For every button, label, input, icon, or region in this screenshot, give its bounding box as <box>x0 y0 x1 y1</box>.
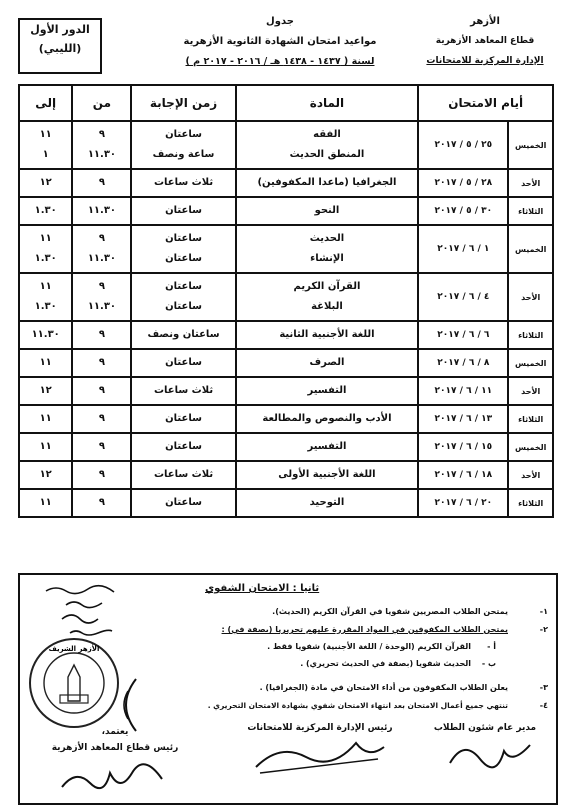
duration-value: ساعتان <box>165 281 202 292</box>
subject-cell <box>236 461 419 489</box>
note-text: الحديث شفويا (بصفة في الحديث تحريري) . <box>300 659 471 668</box>
note-text: يعلن الطلاب المكفوفون من أداء الامتحان في مادة (الجغرافيا) . <box>259 683 508 692</box>
duration-cell <box>131 377 235 405</box>
exam-round-subtitle: (الليبي) <box>38 42 82 55</box>
start-time-cell <box>72 273 131 321</box>
exam-date: ٦ / ٦ / ٢٠١٧ <box>418 321 508 349</box>
exam-date: ٢٥ / ٥ / ٢٠١٧ <box>418 121 508 169</box>
start-time-value: ١١.٣٠ <box>87 253 117 264</box>
exam-date: ١٥ / ٦ / ٢٠١٧ <box>418 433 508 461</box>
duration-cell <box>131 433 235 461</box>
duration-cell <box>131 273 235 321</box>
start-time-cell <box>72 461 131 489</box>
subject-value: الإنشاء <box>310 253 344 264</box>
subject-value: الصرف <box>309 357 345 368</box>
subject-value: التفسير <box>307 441 347 452</box>
subject-value: القرآن الكريم <box>293 281 361 292</box>
exam-day: الثلاثاء <box>508 197 553 225</box>
duration-value: ساعتان <box>165 301 202 312</box>
table-row <box>19 273 553 321</box>
end-time-cell <box>19 321 72 349</box>
start-time-value: ٩ <box>98 329 105 340</box>
oral-exam-title: ثانيا : الامتحان الشفوي <box>205 583 320 594</box>
table-body <box>19 121 553 517</box>
handwritten-mark <box>106 675 146 735</box>
end-time-cell <box>19 349 72 377</box>
duration-value: ثلاث ساعات <box>153 469 214 480</box>
central-admin-title: رئيس الإدارة المركزية للامتحانات <box>247 723 393 733</box>
note-number: ١- <box>539 607 548 616</box>
duration-value: ساعتان ونصف <box>147 329 220 340</box>
table-row <box>19 405 553 433</box>
duration-value: ساعتان <box>165 497 202 508</box>
doc-title: مواعيد امتحان الشهادة الثانوية الأزهرية <box>183 36 377 47</box>
approver-signature <box>56 759 176 797</box>
note-text: تنتهي جميع أعمال الامتحان بعد انتهاء الامتحان شفوي بشهادة الامتحان التحريري . <box>207 701 508 710</box>
duration-value: ساعتان <box>165 357 202 368</box>
exam-date: ١٣ / ٦ / ٢٠١٧ <box>418 405 508 433</box>
exam-date: ٢٨ / ٥ / ٢٠١٧ <box>418 169 508 197</box>
exam-day: الأحد <box>508 273 553 321</box>
note-number: أ - <box>487 642 496 651</box>
note-number: ٤- <box>539 701 548 710</box>
start-time-cell <box>72 377 131 405</box>
start-time-value: ٩ <box>98 177 105 188</box>
start-time-cell <box>72 405 131 433</box>
end-time-value: ١١ <box>39 497 52 508</box>
end-time-value: ١ <box>42 149 49 160</box>
subject-cell <box>236 377 419 405</box>
duration-cell <box>131 489 235 517</box>
end-time-value: ١.٣٠ <box>34 301 57 312</box>
duration-cell <box>131 349 235 377</box>
start-time-value: ٩ <box>98 469 105 480</box>
end-time-cell <box>19 225 72 273</box>
start-time-value: ٩ <box>98 385 105 396</box>
footer-box <box>18 573 558 805</box>
note-text: يمتحن الطلاب المكفوفين في المواد المقررة عليهم تحريريا (بصفة في) : <box>221 625 508 634</box>
duration-value: ساعتان <box>165 441 202 452</box>
exam-date: ١٨ / ٦ / ٢٠١٧ <box>418 461 508 489</box>
end-time-value: ١.٣٠ <box>34 205 57 216</box>
table-row <box>19 121 553 169</box>
start-time-cell <box>72 489 131 517</box>
header-subject: المادة <box>236 85 419 121</box>
end-time-value: ١٢ <box>39 385 52 396</box>
subject-cell <box>236 197 419 225</box>
subject-value: الحديث <box>309 233 345 244</box>
end-time-cell <box>19 489 72 517</box>
subject-cell <box>236 121 419 169</box>
org-name: الأزهر <box>470 16 500 27</box>
table-row <box>19 433 553 461</box>
start-time-cell <box>72 169 131 197</box>
end-time-value: ١١ <box>39 281 52 292</box>
start-time-value: ٩ <box>98 129 105 140</box>
students-affairs-signature <box>440 735 540 775</box>
header-from: من <box>72 85 131 121</box>
subject-value: الجغرافيا (ماعدا المكفوفين) <box>257 177 397 188</box>
central-admin-signature <box>248 737 398 777</box>
table-row <box>19 321 553 349</box>
end-time-cell <box>19 377 72 405</box>
duration-cell <box>131 321 235 349</box>
note-text: القرآن الكريم (الوحدة / اللغة الأجنبية) شفويا فقط . <box>267 642 471 651</box>
duration-value: ثلاث ساعات <box>153 385 214 396</box>
end-time-value: ١١ <box>39 441 52 452</box>
subject-cell <box>236 489 419 517</box>
exam-day: الثلاثاء <box>508 405 553 433</box>
subject-value: النحو <box>314 205 340 216</box>
header-exam-days: أيام الامتحان <box>418 85 553 121</box>
subject-value: اللغة الأجنبية الثانية <box>279 329 375 340</box>
exam-day: الخميس <box>508 121 553 169</box>
start-time-cell <box>72 433 131 461</box>
end-time-cell <box>19 433 72 461</box>
end-time-value: ١.٣٠ <box>34 253 57 264</box>
subject-value: التفسير <box>307 385 347 396</box>
approver-title: رئيس قطاع المعاهد الأزهرية <box>51 743 179 753</box>
end-time-value: ١١ <box>39 129 52 140</box>
subject-value: البلاغة <box>311 301 343 312</box>
note-number: ٣- <box>539 683 548 692</box>
duration-value: ساعتان <box>165 205 202 216</box>
org-sector: قطاع المعاهد الأزهرية <box>435 36 535 46</box>
table-row <box>19 197 553 225</box>
exam-date: ٢٠ / ٦ / ٢٠١٧ <box>418 489 508 517</box>
doc-label: جدول <box>266 16 294 27</box>
start-time-cell <box>72 197 131 225</box>
start-time-value: ٩ <box>98 281 105 292</box>
start-time-value: ٩ <box>98 413 105 424</box>
duration-value: ساعتان <box>165 413 202 424</box>
note-text: يمتحن الطلاب المصريين شفويا في القرآن الكريم (الحديث). <box>272 607 508 616</box>
table-row <box>19 377 553 405</box>
end-time-cell <box>19 169 72 197</box>
note-number: ب - <box>481 659 496 668</box>
start-time-value: ١١.٣٠ <box>87 149 117 160</box>
subject-cell <box>236 169 419 197</box>
org-department: الإدارة المركزية للامتحانات <box>426 56 544 66</box>
subject-value: التوحيد <box>309 497 345 508</box>
table-row <box>19 489 553 517</box>
duration-value: ساعة ونصف <box>152 149 215 160</box>
duration-value: ساعتان <box>165 233 202 244</box>
subject-value: اللغة الأجنبية الأولى <box>278 469 376 480</box>
exam-day: الأحد <box>508 169 553 197</box>
table-row <box>19 169 553 197</box>
end-time-value: ١٢ <box>39 469 52 480</box>
start-time-cell <box>72 121 131 169</box>
exam-day: الخميس <box>508 433 553 461</box>
exam-day: الأحد <box>508 377 553 405</box>
end-time-value: ١٢ <box>39 177 52 188</box>
duration-value: ساعتان <box>165 253 202 264</box>
start-time-value: ٩ <box>98 357 105 368</box>
table-header-row <box>19 85 553 121</box>
duration-cell <box>131 225 235 273</box>
note-number: ٢- <box>539 625 548 634</box>
start-time-value: ١١.٣٠ <box>87 301 117 312</box>
exam-day: الخميس <box>508 225 553 273</box>
header-to: إلى <box>19 85 72 121</box>
end-time-cell <box>19 273 72 321</box>
subject-cell <box>236 433 419 461</box>
exam-date: ١١ / ٦ / ٢٠١٧ <box>418 377 508 405</box>
exam-date: ٨ / ٦ / ٢٠١٧ <box>418 349 508 377</box>
duration-value: ساعتان <box>165 129 202 140</box>
subject-cell <box>236 273 419 321</box>
table-row <box>19 225 553 273</box>
duration-cell <box>131 197 235 225</box>
subject-value: الأدب والنصوص والمطالعة <box>262 413 392 424</box>
approver-label: يعتمد، <box>101 727 129 737</box>
start-time-cell <box>72 349 131 377</box>
subject-cell <box>236 405 419 433</box>
duration-cell <box>131 121 235 169</box>
doc-year: لسنة ( ١٤٣٧ - ١٤٣٨ هـ / ٢٠١٦ - ٢٠١٧ م ) <box>185 56 375 67</box>
start-time-cell <box>72 321 131 349</box>
exam-day: الأحد <box>508 461 553 489</box>
end-time-cell <box>19 197 72 225</box>
exam-day: الثلاثاء <box>508 321 553 349</box>
end-time-cell <box>19 405 72 433</box>
subject-cell <box>236 349 419 377</box>
end-time-cell <box>19 121 72 169</box>
start-time-value: ٩ <box>98 441 105 452</box>
table-row <box>19 349 553 377</box>
start-time-value: ١١.٣٠ <box>87 205 117 216</box>
exam-date: ٤ / ٦ / ٢٠١٧ <box>418 273 508 321</box>
end-time-value: ١١ <box>39 357 52 368</box>
start-time-value: ٩ <box>98 233 105 244</box>
duration-value: ثلاث ساعات <box>153 177 214 188</box>
exam-day: الخميس <box>508 349 553 377</box>
exam-date: ١ / ٦ / ٢٠١٧ <box>418 225 508 273</box>
exam-day: الثلاثاء <box>508 489 553 517</box>
subject-cell <box>236 321 419 349</box>
duration-cell <box>131 169 235 197</box>
duration-cell <box>131 405 235 433</box>
duration-cell <box>131 461 235 489</box>
end-time-cell <box>19 461 72 489</box>
end-time-value: ١١ <box>39 233 52 244</box>
subject-value: الفقه <box>313 129 341 140</box>
exam-round-title: الدور الأول <box>30 23 90 36</box>
exam-round-box <box>18 18 102 74</box>
students-affairs-title: مدير عام شئون الطلاب <box>433 723 537 733</box>
stamp-text: الأزهر الشريف <box>48 645 100 653</box>
table-row <box>19 461 553 489</box>
end-time-value: ١١ <box>39 413 52 424</box>
exam-schedule-table <box>18 84 554 518</box>
header-duration: زمن الإجابة <box>131 85 235 121</box>
end-time-value: ١١.٣٠ <box>31 329 60 340</box>
subject-value: المنطق الحديث <box>289 149 365 160</box>
subject-cell <box>236 225 419 273</box>
start-time-cell <box>72 225 131 273</box>
exam-date: ٣٠ / ٥ / ٢٠١٧ <box>418 197 508 225</box>
start-time-value: ٩ <box>98 497 105 508</box>
